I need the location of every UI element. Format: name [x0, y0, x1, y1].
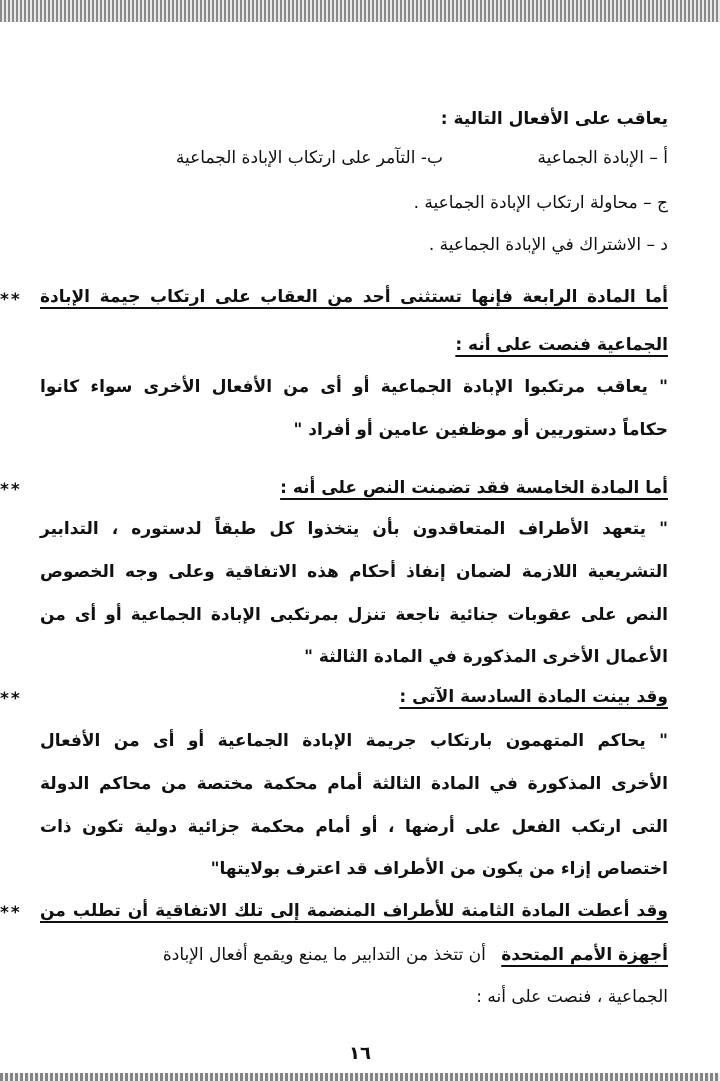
article6-quote3: التى ارتكب الفعل على أرضها ، أو أمام محكمة جزائية دولية تكون ذات — [40, 817, 668, 837]
article6-quote1: " يحاكم المتهمون بارتكاب جريمة الإبادة الجماعية أو أى من الأفعال — [40, 731, 668, 751]
scan-bottom-border — [0, 1073, 720, 1081]
article8-line1: وقد أعطت المادة الثامنة للأطراف المنضمة إلى تلك الاتفاقية أن تطلب من — [40, 901, 668, 921]
article8-line3: الجماعية ، فنصت على أنه : — [476, 987, 668, 1007]
article4-line2: الجماعية فنصت على أنه : — [455, 335, 668, 355]
un-bodies-phrase: أجهزة الأمم المتحدة — [501, 945, 668, 965]
article8-line2 — [40, 945, 668, 965]
list-item-d: د – الاشتراك في الإبادة الجماعية . — [428, 235, 668, 255]
article5-intro: أما المادة الخامسة فقد تضمنت النص على أنه : — [280, 478, 668, 498]
article6-intro: وقد بينت المادة السادسة الآتى : — [399, 687, 668, 707]
article8-line2-rest: أن تتخذ من التدابير ما يمنع ويقمع أفعال الإبادة — [162, 945, 486, 965]
article4-line1: أما المادة الرابعة فإنها تستثنى أحد من العقاب على ارتكاب جيمة الإبادة — [40, 287, 668, 307]
page-number: ١٦ — [349, 1043, 371, 1064]
article6-quote4: اختصاص إزاء من يكون من الأطراف قد اعترف بولايتها" — [210, 859, 668, 879]
article5-quote1: " يتعهد الأطراف المتعاقدون بأن يتخذوا كل طبقاً لدستوره ، التدابير — [40, 519, 668, 539]
list-item-b: ب- التآمر على ارتكاب الإبادة الجماعية — [175, 148, 443, 168]
article5-quote3: النص على عقوبات جنائية ناجعة تنزل بمرتكبى الإبادة الجماعية أو أى من — [40, 605, 668, 625]
section-heading: يعاقب على الأفعال التالية : — [440, 109, 668, 129]
list-item-c: ج – محاولة ارتكاب الإبادة الجماعية . — [413, 193, 668, 213]
article5-quote4: الأعمال الأخرى المذكورة في المادة الثالثة " — [304, 647, 668, 667]
bullet-marker: ** — [0, 480, 22, 500]
bullet-marker: ** — [0, 689, 22, 709]
article4-quote1: " يعاقب مرتكبوا الإبادة الجماعية أو أى من الأفعال الأخرى سواء كانوا — [40, 377, 668, 397]
article5-quote2: التشريعية اللازمة لضمان إنفاذ أحكام هذه الاتفاقية وعلى وجه الخصوص — [40, 562, 668, 582]
bullet-marker: ** — [0, 290, 22, 310]
scan-top-border — [0, 0, 720, 22]
bullet-marker: ** — [0, 903, 22, 923]
article6-quote2: الأخرى المذكورة في المادة الثالثة أمام محكمة مختصة من محاكم الدولة — [40, 774, 668, 794]
list-item-a: أ – الإبادة الجماعية — [537, 148, 668, 168]
article4-quote2: حكاماً دستوريين أو موظفين عامين أو أفراد " — [293, 420, 668, 440]
